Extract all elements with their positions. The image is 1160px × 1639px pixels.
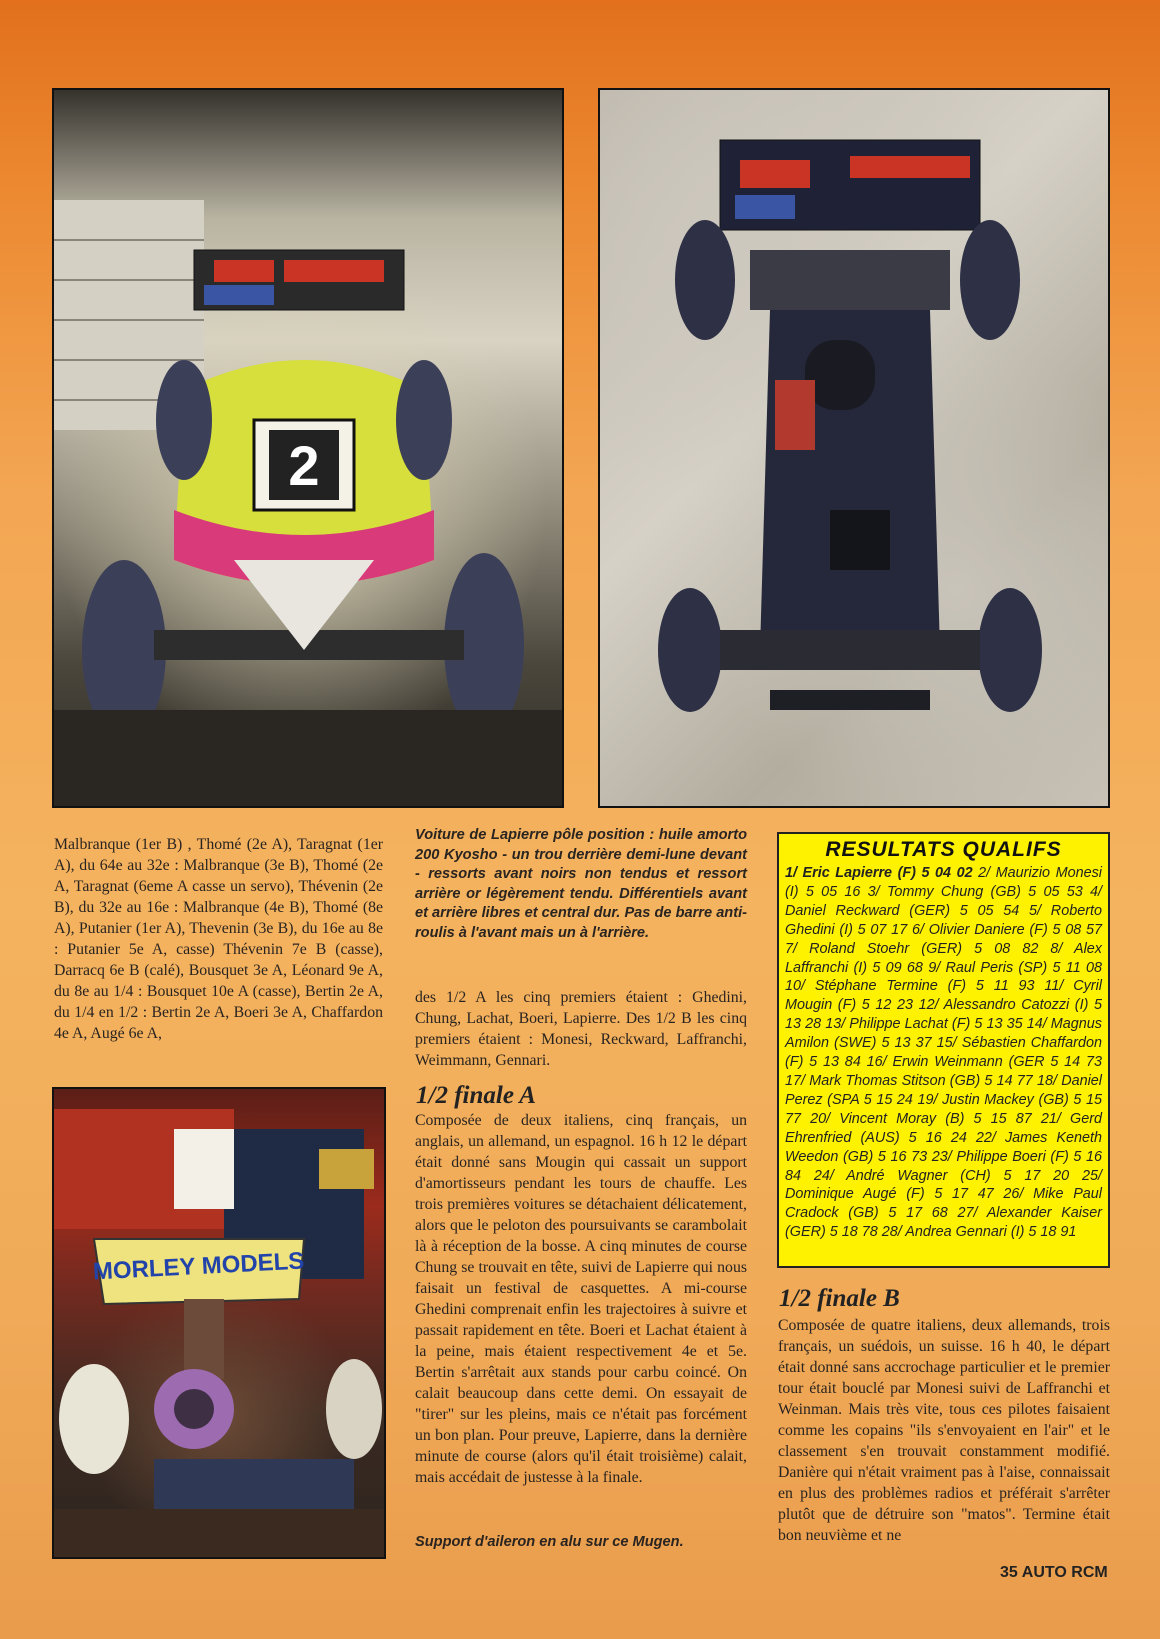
caption-lapierre-car: Voiture de Lapierre pôle position : huile amorto 200 Kyosho - un trou derrière demi-lune devant - ressorts avant noirs non tendus et ressort arrière or légèrement tendu. Différentiels avant et arrière libres et central dur. Pas de barre anti-roulis à l'avant mais un à l'arrière. xyxy=(415,827,747,941)
svg-text:MORLEY MODELS: MORLEY MODELS xyxy=(92,1247,305,1286)
section-finale-a-text: Composée de deux italiens, cinq français, un anglais, un allemand, un espagnol. 16 h 12 le départ était donné sans Mougin qui cassait un support d'amortisseurs pendant les tours de chauffe. Les trois premières voitures se détachaient délicatement, alors que le peloton des poursuivants se carambolait là à réception de la bosse. A cinq minutes de course Chung se trouvait en tête, suivi de Lapierre qui nous faisait un festival de casquettes. A mi-course Ghedini comprenait enfin les trajectoires à suivre et passait rapidement en tête. Boeri et Lachat étaient à la peine, mais étaient respectivement 4e et 5e. Bertin s'arrêtait aux stands pour carbu coincé. On calait beaucoup dans cette demi. On essayait de "tirer" sur les pleins, mais ce n'était pas forcément un bon plan. Pour preuve, Lapierre, dans la dernière minute de course (alors qu'il était troisième) calait, mais accédait de justesse à la finale. xyxy=(415,1112,747,1486)
svg-text:2: 2 xyxy=(288,434,320,497)
results-list xyxy=(785,864,1102,1242)
results-qualifs-box xyxy=(777,832,1110,1268)
page-footer xyxy=(1000,1564,1108,1582)
section-heading-finale-a: 1/2 finale A xyxy=(416,1082,536,1109)
section-heading-finale-b: 1/2 finale B xyxy=(779,1285,900,1312)
page-number: 35 xyxy=(1000,1564,1018,1581)
results-other-places: 2/ Maurizio Monesi (I) 5 05 16 3/ Tommy Chung (GB) 5 05 53 4/ Daniel Reckward (GER) 5 05 54 5/ Roberto Ghedini (I) 5 07 17 6/ Olivier Daniere (F) 5 08 57 7/ Roland Stoehr (GER) 5 08 82 8/ Alex Laffranchi (I) 5 09 68 9/ Raul Peris (SP) 5 11 08 10/ Stéphane Termine (F) 5 11 93 11/ Cyril Mougin (F) 5 12 23 12/ Alessandro Catozzi (I) 5 13 28 13/ Philippe Lachat (F) 5 13 35 14/ Magnus Amilon (SWE) 5 13 37 15/ Sébastien Chaffardon (F) 5 13 84 16/ Erwin Weinmann (GER 5 14 73 17/ Mark Thomas Stitson (GB) 5 14 77 18/ Daniel Perez (SPA 5 15 24 19/ Justin Mackey (GB) 5 15 77 20/ Vincent Moray (B) 5 15 87 21/ Gerd Ehrenfried (AUS) 5 16 24 22/ James Keneth Weedon (GB) 5 16 73 23/ Philippe Boeri (F) 5 16 84 24/ André Wagner (CH) 5 17 20 25/ Dominique Augé (F) 5 17 47 26/ Mike Paul Cradock (GB) 5 17 68 27/ Alexander Kaiser (GER) 5 18 78 28/ Andrea Gennari (I) 5 18 91 xyxy=(785,865,1102,1241)
photo-mugen-wing xyxy=(52,1087,386,1559)
buggy-top-illustration xyxy=(600,90,1108,806)
buggy-front-illustration xyxy=(54,90,562,806)
caption-mugen: Support d'aileron en alu sur ce Mugen. xyxy=(415,1534,684,1550)
photo-buggy-front xyxy=(52,88,564,808)
photo-buggy-top xyxy=(598,88,1110,808)
magazine-name: AUTO RCM xyxy=(1021,1564,1108,1581)
col1-body-text xyxy=(54,834,383,1044)
col1-paragraph: Malbranque (1er B) , Thomé (2e A), Taragnat (1er A), du 64e au 32e : Malbranque (3e B), Thomé (2e A, Taragnat (6eme A casse un servo), Thévenin (2e B), du 32e au 16e : Malbranque (4e B), Thomé (8e A), Putanier (1er A), Thevenin (3e B), du 16e au 8e : Putanier 5e A, casse) Thévenin 7e B (casse), Darracq 6e B (calé), Bousquet 3e A, Léonard 9e A, du 8e au 1/4 : Bousquet 10e A (casse), Bertin 2e A, du 1/4 en 1/2 : Bertin 2e A, Boeri 3e A, Chaffardon 4e A, Augé 6e A, xyxy=(54,836,383,1042)
results-first-place: 1/ Eric Lapierre (F) 5 04 02 xyxy=(785,865,973,881)
mugen-wing-illustration xyxy=(54,1089,384,1557)
col2-top-paragraph: des 1/2 A les cinq premiers étaient : Ghedini, Chung, Lachat, Boeri, Lapierre. Des 1/2 B les cinq premiers étaient : Monesi, Reckward, Laffranchi, Weimmann, Gennari. xyxy=(415,989,747,1069)
results-title: RESULTATS QUALIFS xyxy=(825,838,1062,861)
section-finale-b-text: Composée de quatre italiens, deux allemands, trois français, un suédois, un suisse. 16 h 40, le départ était donné sans accrochage particulier et le premier tour était bouclé par Monesi suivi de Laffranchi et Weinman. Mais très vite, tous ces pilotes faisaient comme les copains "ils s'envoyaient en l'air" et le classement s'en trouvait constamment modifié. Danière qui n'était vraiment pas à l'aise, connaissait en plus des problèmes radios et préférait s'arrêter plutôt que de détruire son "matos". Termine était bon neuvième et ne xyxy=(778,1317,1110,1544)
